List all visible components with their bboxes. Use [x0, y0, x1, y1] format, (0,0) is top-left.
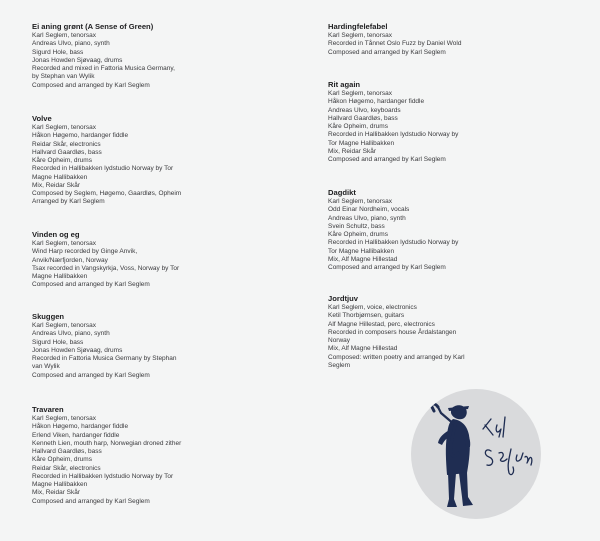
credit-line: Svein Schultz, bass — [328, 222, 385, 230]
credit-line: Sigurd Hole, bass — [32, 338, 84, 346]
credit-line: Recorded in Hallibakken lydstudio Norway by Tor — [32, 165, 174, 173]
credit-line: Hallvard Gaardløs, bass — [328, 114, 398, 122]
credit-line: by Stephan van Wylik — [32, 73, 95, 81]
credit-line: Recorded in Hallibakken lydstudio Norway by — [328, 239, 459, 247]
credit-line: Kåre Opheim, drums — [32, 456, 92, 464]
credit-line: Håkon Høgemo, hardanger fiddle — [32, 132, 129, 140]
credit-line: Composed: written poetry and arranged by Karl — [328, 353, 465, 361]
credit-line: Håkon Høgemo, hardanger fiddle — [328, 98, 425, 106]
credit-line: Karl Seglem, tenorsax — [328, 32, 392, 39]
credit-line: Sigurd Hole, bass — [32, 48, 84, 56]
credit-line: Karl Seglem, tenorsax — [32, 240, 96, 247]
credit-line: Erlend Viken, hardanger fiddle — [32, 431, 120, 439]
credit-line: Karl Seglem, tenorsax — [328, 90, 392, 97]
credit-line: Kåre Opheim, drums — [328, 231, 388, 238]
credit-line: Magne Hallibakken — [32, 173, 88, 181]
credit-line: Mix, Reidar Skår — [32, 489, 81, 497]
track-title: Dagdikt — [328, 188, 356, 197]
credit-line: Karl Seglem, tenorsax — [32, 124, 96, 131]
credit-line: Composed and arranged by Karl Seglem — [328, 264, 446, 271]
credit-line: Karl Seglem, tenorsax — [32, 32, 96, 39]
credit-line: Recorded in Fattoria Musica Germany by Stephan — [32, 355, 177, 362]
credit-line: Mix, Alf Magne Hillestad — [328, 345, 398, 353]
credit-line: Andreas Ulvo, piano, synth — [32, 40, 110, 48]
track-credit-block — [32, 114, 302, 207]
credit-line: Seglem — [328, 361, 351, 369]
credit-line: Hallvard Gaardløs, bass — [32, 448, 102, 455]
saxophone-player-silhouette-icon — [411, 389, 541, 519]
credit-line: Kenneth Lien, mouth harp, Norwegian droned zither — [32, 439, 182, 447]
credit-line: Mix, Reidar Skår — [328, 147, 377, 155]
credit-line: Norway — [328, 337, 351, 344]
credit-line: Recorded in Tånnet Oslo Fuzz by Daniel Wold — [328, 40, 462, 48]
credit-line: Tor Magne Hallibakken — [328, 139, 395, 147]
track-credit-block — [328, 80, 558, 164]
credit-line: Composed and arranged by Karl Seglem — [328, 156, 446, 163]
credit-line: Kåre Opheim, drums — [328, 123, 388, 130]
track-title: Skuggen — [32, 312, 65, 321]
credit-line: Ketil Thorbjørnsen, guitars — [328, 312, 405, 320]
track-credit-block — [32, 405, 302, 506]
credit-line: Karl Seglem, tenorsax — [32, 415, 96, 422]
credit-line: Hallvard Gaardløs, bass — [32, 148, 102, 156]
credit-line: Karl Seglem, voice, electronics — [328, 304, 417, 311]
credit-line: Reidar Skår, electronics — [32, 140, 101, 148]
track-title: Volve — [32, 114, 52, 123]
credit-line: Magne Hallibakken — [32, 481, 88, 488]
credit-line: Jonas Howden Sjøvaag, drums — [32, 346, 123, 354]
credit-line: Kåre Opheim, drums — [32, 157, 92, 164]
credit-line: Karl Seglem, tenorsax — [32, 322, 96, 329]
credit-line: Alf Magne Hillestad, perc, electronics — [328, 320, 435, 328]
credit-line: Håkon Høgemo, hardanger fiddle — [32, 423, 129, 431]
track-credit-block — [328, 188, 558, 272]
credit-line: Mix, Reidar Skår — [32, 181, 81, 189]
credit-line: Recorded and mixed in Fattoria Musica Germany, — [32, 65, 175, 72]
credit-line: Recorded in Hallibakken lydstudio Norway by — [328, 131, 459, 139]
credit-line: van Wylik — [32, 363, 60, 371]
credit-line: Wind Harp recorded by Ginge Anvik, — [32, 248, 138, 256]
track-credit-block — [328, 294, 558, 370]
track-title: Hardingfelefabel — [328, 22, 388, 31]
credit-line: Recorded in composers house Årdalstangen — [328, 328, 457, 336]
credit-line: Tsax recorded in Vangskyrkja, Voss, Norway by Tor — [32, 264, 180, 272]
credit-line: Recorded in Hallibakken lydstudio Norway by Tor — [32, 472, 174, 480]
credit-line: Andreas Ulvo, keyboards — [328, 106, 401, 114]
credit-line: Arranged by Karl Seglem — [32, 198, 105, 206]
credit-line: Magne Hallibakken — [32, 273, 88, 280]
track-title: Rit again — [328, 80, 361, 89]
artist-badge — [411, 389, 541, 519]
credit-line: Composed and arranged by Karl Seglem — [328, 48, 446, 56]
track-title: Jordtjuv — [328, 294, 358, 303]
credit-line: Andreas Ulvo, piano, synth — [328, 214, 406, 222]
track-title: Vinden og eg — [32, 230, 80, 239]
credit-line: Andreas Ulvo, piano, synth — [32, 330, 110, 338]
track-credit-block — [32, 230, 302, 290]
credit-line: Composed and arranged by Karl Seglem — [32, 497, 150, 505]
credit-line: Odd Einar Nordheim, vocals — [328, 206, 410, 214]
track-credit-block — [32, 312, 302, 380]
credit-line: Reidar Skår, electronics — [32, 464, 101, 472]
credit-line: Composed and arranged by Karl Seglem — [32, 81, 150, 89]
credit-line: Anvik/Nærfjorden, Norway — [32, 256, 108, 264]
credit-line: Composed and arranged by Karl Seglem — [32, 371, 150, 379]
credit-line: Composed by Seglem, Høgemo, Gaardløs, Opheim — [32, 190, 182, 197]
credit-line: Karl Seglem, tenorsax — [328, 198, 392, 205]
credit-line: Tor Magne Hallibakken — [328, 247, 395, 255]
track-title: Ei aning grønt (A Sense of Green) — [32, 22, 154, 31]
credit-line: Composed and arranged by Karl Seglem — [32, 281, 150, 289]
track-credit-block — [328, 22, 558, 57]
track-credit-block — [32, 22, 302, 90]
track-title: Travaren — [32, 405, 64, 414]
credit-line: Jonas Howden Sjøvaag, drums — [32, 56, 123, 64]
credit-line: Mix, Alf Magne Hillestad — [328, 255, 398, 263]
